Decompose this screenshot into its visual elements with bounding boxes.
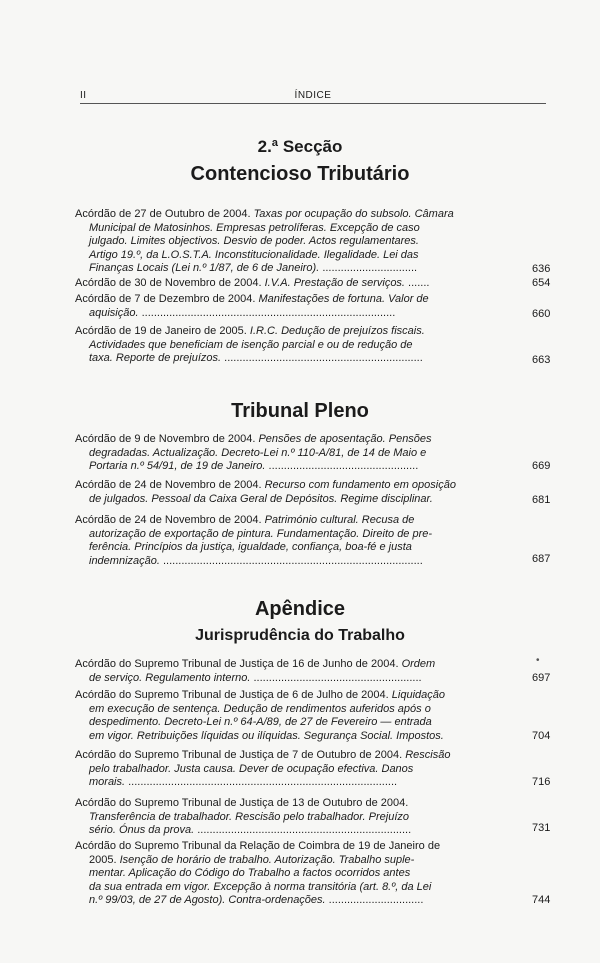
entry-subject-text: Liquidação [391,689,445,701]
entry-subject-text: despedimento. Decreto-Lei n.º 64-A/89, de 27 de Fevereiro — entrada [89,716,432,729]
entry-line [75,325,495,339]
entry-subject-text: aquisição. [89,306,139,319]
index-entry[interactable] [75,797,495,838]
entry-subject-text: pelo trabalhador. Justa causa. Dever de ocupação efectiva. Danos [89,762,414,775]
entry-text: Acórdão do Supremo Tribunal de Justiça de 7 de Outubro de 2004. [75,749,406,761]
entry-line [75,339,495,353]
entry-subject-text: em execução de sentença. Dedução de rendimentos auferidos após o [89,702,431,715]
entry-text: ............................... [325,894,424,907]
entry-subject-text: degradadas. Actualização. Decreto-Lei n.º 110-A/81, de 14 de Maio e [89,446,427,459]
entry-line [75,208,495,222]
entry-subject-text: Isenção de horário de trabalho. Autorização. Trabalho suple- [119,853,415,866]
entry-line [75,703,495,717]
index-entry[interactable] [75,514,495,568]
entry-line [75,763,495,777]
entry-subject-text: Manifestações de fortuna. Valor de [258,293,429,305]
entry-line [75,854,495,868]
index-entry[interactable] [75,277,495,291]
entry-subject-text: Transferência de trabalhador. Rescisão pelo trabalhador. Prejuízo [89,810,409,823]
entry-line [75,730,495,744]
entry-text: ................................................................................... [138,306,396,319]
entry-line [75,235,495,249]
entry-subject-text: Municipal de Matosinhos. Empresas petrolíferas. Excepção de caso [89,221,420,234]
index-entry[interactable] [75,840,495,908]
entry-page-number[interactable]: 697 [532,672,551,684]
entry-subject-text: Artigo 19.º, da L.O.S.T.A. Inconstitucionalidade. Ilegalidade. Lei das [89,248,419,261]
entry-text: Acórdão de 24 de Novembro de 2004. [75,479,265,491]
entry-line [75,307,495,321]
entry-subject-text: julgado. Limites objectivos. Desvio de poder. Actos regulamentares. [89,235,419,248]
entry-line [75,277,495,291]
entry-line [75,749,495,763]
entry-page-number[interactable]: 681 [532,494,551,506]
entry-subject-text: Pensões de aposentação. Pensões [258,433,432,445]
entry-line [75,824,495,838]
entry-subject-text: Actividades que beneficiam de isenção parcial e ou de redução de [89,338,413,351]
entry-text: ....................................................... [250,671,422,684]
index-entry[interactable] [75,325,495,366]
entry-text: Acórdão do Supremo Tribunal de Justiça de 13 de Outubro de 2004. [75,797,409,809]
entry-text: Acórdão de 24 de Novembro de 2004. [75,514,265,526]
entry-subject-text: Taxas por ocupação do subsolo. Câmara [253,208,454,220]
entry-text: Acórdão de 7 de Dezembro de 2004. [75,293,259,305]
entry-line [75,514,495,528]
entry-subject-text: de julgados. Pessoal da Caixa Geral de Depósitos. Regime disciplinar. [89,492,433,505]
entry-line [75,716,495,730]
entry-page-number[interactable]: 704 [532,730,551,742]
index-entry[interactable] [75,749,495,790]
entry-text: Acórdão de 30 de Novembro de 2004. [75,277,265,289]
section-title: Apêndice [254,598,346,620]
margin-mark-icon: • [536,655,540,666]
entry-text: Acórdão do Supremo Tribunal da Relação de Coimbra de 19 de Janeiro de [75,840,441,852]
header-page-number: II [80,90,87,101]
entry-line [75,433,495,447]
entry-line [75,881,495,895]
entry-line [75,811,495,825]
entry-line [75,479,495,493]
index-entry[interactable] [75,208,495,276]
entry-text: 2005. [89,853,120,866]
running-head [80,90,546,106]
entry-line [75,493,495,507]
entry-subject-text: Rescisão [405,749,451,761]
entry-line [75,894,495,908]
entry-page-number[interactable]: 687 [532,553,551,565]
entry-subject-text: autorização de exportação de pintura. Fundamentação. Direito de pre- [89,527,433,540]
entry-line [75,658,495,672]
entry-page-number[interactable]: 716 [532,776,551,788]
entry-text: Acórdão do Supremo Tribunal de Justiça de 6 de Julho de 2004. [75,689,392,701]
entry-line [75,840,495,854]
entry-page-number[interactable]: 744 [532,894,551,906]
entry-subject-text: da sua entrada em vigor. Excepção à norma transitória (art. 8.º, da Lei [89,880,432,893]
entry-subject-text: Ordem [401,658,436,670]
entry-text: ..................................................................................... [159,554,423,567]
entry-subject-text: n.º 99/03, de 27 de Agosto). Contra-ordenações. [89,894,326,907]
entry-text: ........................................................................................ [125,776,398,789]
entry-text: Acórdão de 27 de Outubro de 2004. [75,208,254,220]
entry-page-number[interactable]: 731 [532,822,551,834]
entry-subject-text: taxa. Reporte de prejuízos. [89,352,222,365]
entry-subject-text: de serviço. Regulamento interno. [89,671,251,684]
index-entry[interactable] [75,689,495,743]
entry-line [75,797,495,811]
entry-page-number[interactable]: 636 [532,263,551,275]
entry-page-number[interactable]: 669 [532,460,551,472]
entry-line [75,222,495,236]
section-title: Contencioso Tributário [190,163,410,185]
entry-subject-text: ferência. Princípios da justiça, igualdade, confiança, boa-fé e justa [89,541,412,554]
entry-line [75,541,495,555]
entry-line [75,249,495,263]
entry-subject-text: I.R.C. Dedução de prejuízos fiscais. [249,325,425,337]
index-entry[interactable] [75,658,495,685]
section-subtitle: 2.ª Secção [257,137,343,156]
entry-text: Acórdão do Supremo Tribunal de Justiça de 16 de Junho de 2004. [75,658,402,670]
entry-line [75,352,495,366]
entry-subject-text: em vigor. Retribuições líquidas ou ilíquidas. Segurança Social. Impostos. [89,729,444,742]
entry-line [75,528,495,542]
section-subtitle: Jurisprudência do Trabalho [195,627,405,644]
entry-page-number[interactable]: 654 [532,277,551,289]
entry-line [75,293,495,307]
entry-subject-text: sério. Ónus da prova. [89,824,195,837]
entry-subject-text: I.V.A. Prestação de serviços. [264,277,405,289]
index-entry[interactable] [75,293,495,320]
entry-text: ............................... [319,262,418,275]
entry-text: Acórdão de 19 de Janeiro de 2005. [75,325,250,337]
entry-text: Acórdão de 9 de Novembro de 2004. [75,433,259,445]
entry-text: ....... [405,277,430,289]
entry-page-number[interactable]: 660 [532,308,551,320]
entry-subject-text: indemnização. [89,554,160,567]
entry-subject-text: morais. [89,776,126,789]
entry-subject-text: Finanças Locais (Lei n.º 1/87, de 6 de Janeiro). [89,262,320,275]
entry-line [75,672,495,686]
entry-line [75,689,495,703]
section-title: Tribunal Pleno [231,400,369,422]
entry-subject-text: mentar. Aplicação do Código do Trabalho a factos ocorridos antes [89,867,411,880]
entry-text: ................................................................. [221,352,423,365]
entry-line [75,460,495,474]
entry-line [75,867,495,881]
entry-text: ................................................. [265,460,419,473]
entry-subject-text: Portaria n.º 54/91, de 19 de Janeiro. [89,460,266,473]
entry-line [75,262,495,276]
index-entry[interactable] [75,433,495,474]
entry-line [75,447,495,461]
header-rule [80,103,546,104]
entry-page-number[interactable]: 663 [532,354,551,366]
entry-subject-text: Recurso com fundamento em oposição [264,479,456,491]
entry-subject-text: Património cultural. Recusa de [264,514,415,526]
entry-text: ...................................................................... [194,824,412,837]
index-entry[interactable] [75,479,495,506]
entry-line [75,555,495,569]
entry-line [75,776,495,790]
header-title: ÍNDICE [294,90,332,101]
